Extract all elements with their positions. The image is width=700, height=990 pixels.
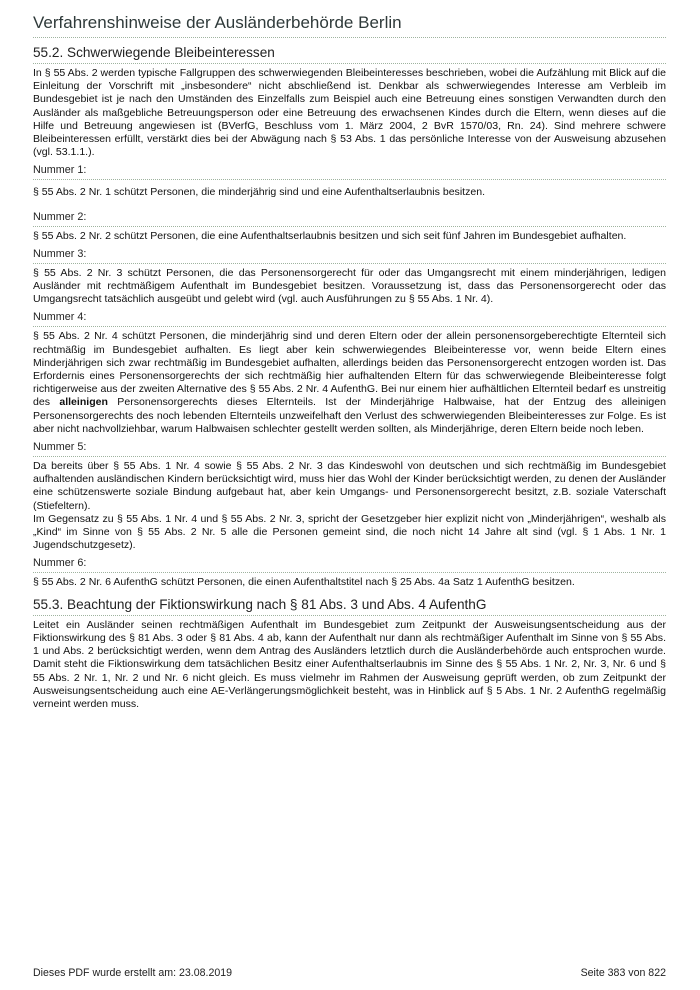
nummer-4-text-part2: Personensorgerechts dieses Elternteils. Ist der Minderjährige Halbwaise, hat der Entzug des alleinigen Personensorgerechts des noch lebenden Elternteils unzweifelhaft den Verlust des schwerwiegenden Bleibeinteresses zur Folge. Es ist aber nicht nachvollziehbar, warum Halbwaisen schlechter gestellt werden sollten, als Minderjährige, deren Eltern beide noch leben. <box>33 396 666 435</box>
document-page <box>33 12 666 713</box>
footer-page-number: Seite 383 von 822 <box>580 967 666 979</box>
section-55-2-intro: In § 55 Abs. 2 werden typische Fallgruppen des schwerwiegenden Bleibeinteresses beschrieben, wobei die Aufzählung mit Blick auf die Einleitung der Vorschrift mit „insbesondere“ nicht abschließend ist. Denkbar als schwerwiegendes Interesse am Verbleib im Bundesgebiet ist je nach den Umständen des Einzelfalls zum Beispiel auch eine Betreuung eines sonstigen Verwandten durch den Ausländer als maßgebliche Betreuungsperson oder eine Betreuung des erwachsenen Kindes durch die Eltern, wenn dieses auf die Hilfe und Betreuung angewiesen ist (BVerfG, Beschluss vom 1. März 2004, 2 BvR 1570/03, Rn. 24). Sind mehrere schwere Bleibeinteressen erfüllt, verstärkt dies bei der Abwägung nach § 53 Abs. 1 das persönliche Interesse von der Ausweisung abzusehen (vgl. 53.1.1.). <box>33 67 666 159</box>
nummer-5-text: Da bereits über § 55 Abs. 1 Nr. 4 sowie § 55 Abs. 2 Nr. 3 das Kindeswohl von deutschen und sich rechtmäßig im Bundesgebiet aufhaltenden ausländischen Kindern berücksichtigt wird, muss hier das Wohl der Kinder berücksichtigt werden, zu denen der Ausländer eine schützenswerte soziale Bindung aufgebaut hat, aber kein Umgangs- und Personensorgerecht besitzt, z.B. soziale Vaterschaft (Stiefeltern). <box>33 460 666 512</box>
nummer-4-label: Nummer 4: <box>33 310 666 327</box>
nummer-4-text-part1: § 55 Abs. 2 Nr. 4 schützt Personen, die minderjährig sind und deren Eltern oder der allein personensorgeberechtigte Elternteil sich rechtmäßig im Bundesgebiet aufhalten. Es liegt aber kein schwerwiegendes Bleibeinteresse vor, wenn beide Eltern eines Minderjährigen sich zwar rechtmäßig im Bundesgebiet aufhalten, allerdings beiden das Personensorgerecht entzogen worden ist. Das Erfordernis eines Personensorgerechts der sich rechtmäßig hier aufhaltenden Eltern für das schwerwiegende Bleibeinteresse folgt richtigerweise aus der zweiten Alternative des § 55 Abs. 2 Nr. 4 AufenthG. Bei nur einem hier aufhältlichen Elternteil bedarf es unstreitig des <box>33 330 666 409</box>
nummer-1-text: § 55 Abs. 2 Nr. 1 schützt Personen, die minderjährig sind und eine Aufenthaltserlaubnis besitzen. <box>33 186 486 199</box>
nummer-4-text-bold: alleinigen <box>59 396 108 409</box>
section-heading-55-3: 55.3. Beachtung der Fiktionswirkung nach § 81 Abs. 3 und Abs. 4 AufenthG <box>33 596 666 616</box>
page-footer <box>33 967 666 979</box>
section-heading-55-2: 55.2. Schwerwiegende Bleibeinteressen <box>33 44 666 64</box>
nummer-1-label: Nummer 1: <box>33 163 666 180</box>
section-55-3-text: Leitet ein Ausländer seinen rechtmäßigen Aufenthalt im Bundesgebiet zum Zeitpunkt der Ausweisungsentscheidung aus der Fiktionswirkung des § 81 Abs. 3 oder § 81 Abs. 4 ab, kann der Aufenthalt nur dann als rechtmäßiger Aufenthalt im Sinne von § 55 Abs. 1 und Abs. 2 berücksichtigt werden, wenn dem Antrag des Ausländers letztlich durch die Ausländerbehörde auch entsprochen wurde. Damit steht die Fiktionswirkung dem tatsächlichen Besitz einer Aufenthaltserlaubnis im Sinne des § 55 Abs. 1 Nr. 2, Nr. 3, Nr. 6 und § 55 Abs. 2 Nr. 1, Nr. 2 und Nr. 6 nicht gleich. Es muss vielmehr im Rahmen der Ausweisung geprüft werden, ob zum Zeitpunkt der Ausweisungsentscheidung auch eine AE-Verlängerungsmöglichkeit besteht, was in Hinblick auf § 5 Abs. 1 Nr. 2 AufenthG regelmäßig verneint werden muss. <box>33 618 666 710</box>
nummer-6-text: § 55 Abs. 2 Nr. 6 AufenthG schützt Personen, die einen Aufenthaltstitel nach § 25 Abs. 4a Satz 1 AufenthG besitzen. <box>33 576 575 589</box>
nummer-5-label: Nummer 5: <box>33 440 666 457</box>
nummer-2-label: Nummer 2: <box>33 210 666 227</box>
nummer-4-text <box>33 330 666 436</box>
nummer-3-text: § 55 Abs. 2 Nr. 3 schützt Personen, die das Personensorgerecht für oder das Umgangsrecht mit einem minderjährigen, ledigen Ausländer mit rechtmäßigem Aufenthalt im Bundesgebiet besitzen. Voraussetzung ist, dass das Personensorgerecht oder das Umgangsrecht tatsächlich ausgeübt und gelebt wird (vgl. auch Ausführungen zu § 55 Abs. 1 Nr. 4). <box>33 266 666 306</box>
nummer-5-text-2: Im Gegensatz zu § 55 Abs. 1 Nr. 4 und § 55 Abs. 2 Nr. 3, spricht der Gesetzgeber hier explizit nicht von „Minderjährigen“, weshalb als „Kind“ im Sinne von § 55 Abs. 2 Nr. 5 alle die Personen gemeint sind, die noch nicht 14 Jahre alt sind (vgl. § 1 Abs. 1 Nr. 1 Jugendschutzgesetz). <box>33 512 666 552</box>
nummer-2-text: § 55 Abs. 2 Nr. 2 schützt Personen, die eine Aufenthaltserlaubnis besitzen und sich seit fünf Jahren im Bundesgebiet aufhalten. <box>33 229 627 242</box>
document-title: Verfahrenshinweise der Ausländerbehörde Berlin <box>33 12 666 38</box>
nummer-6-label: Nummer 6: <box>33 556 666 573</box>
nummer-3-label: Nummer 3: <box>33 247 666 264</box>
footer-created-date: Dieses PDF wurde erstellt am: 23.08.2019 <box>33 967 233 979</box>
